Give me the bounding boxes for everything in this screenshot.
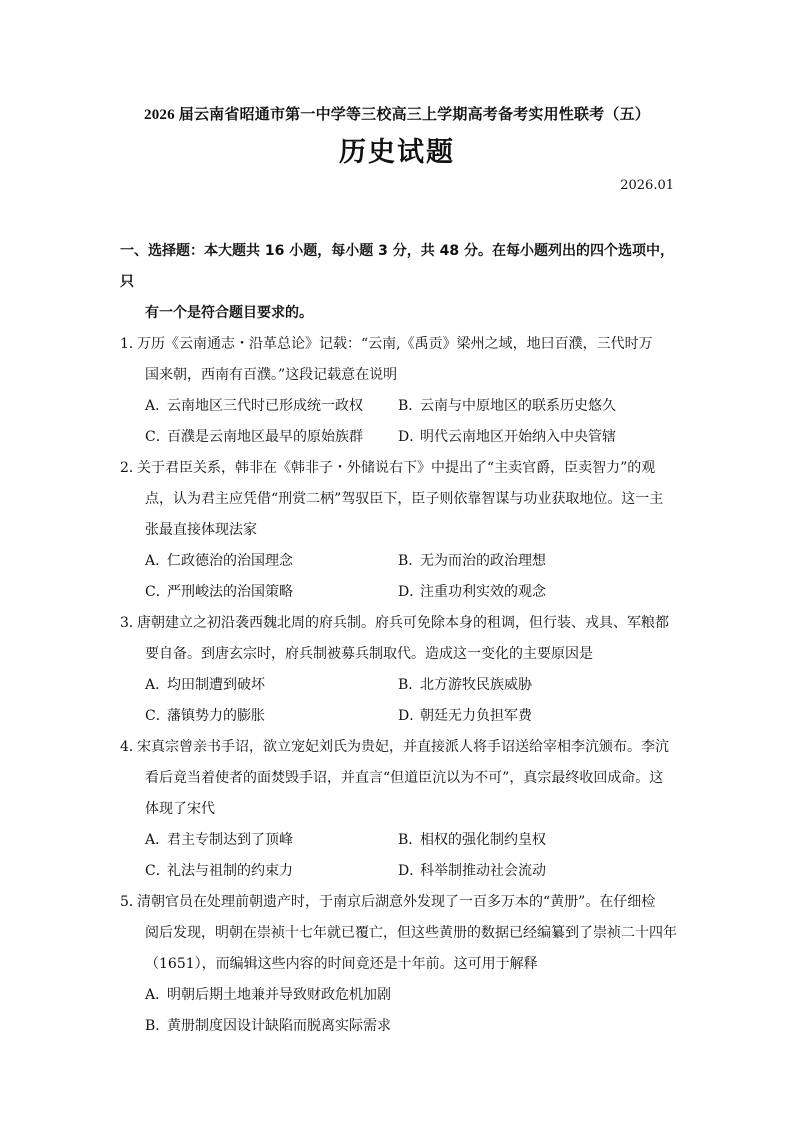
question-4 (120, 732, 675, 887)
question-number: 1． (120, 336, 143, 352)
option-list (120, 391, 675, 453)
option-b[interactable]: B．北方游牧民族威胁 (398, 677, 532, 693)
question-stem-line: 国来朝，西南有百濮。”这段记载意在说明 (145, 367, 398, 383)
option-list (120, 980, 675, 1042)
option-list (120, 825, 675, 887)
option-list (120, 670, 675, 732)
exam-content (120, 236, 675, 1042)
option-b[interactable]: B．相权的强化制约皇权 (398, 832, 546, 848)
question-number: 4． (120, 739, 143, 755)
option-b[interactable]: B．云南与中原地区的联系历史悠久 (398, 398, 616, 414)
section-heading (120, 236, 675, 329)
exam-title: 2026 届云南省昭通市第一中学等三校高三上学期高考备考实用性联考（五） (144, 107, 650, 123)
option-c[interactable]: C．藩镇势力的膨胀 (145, 708, 265, 724)
question-stem-line: 要自备。到唐玄宗时，府兵制被募兵制取代。造成这一变化的主要原因是 (145, 646, 593, 662)
option-a[interactable]: A．君主专制达到了顶峰 (145, 832, 293, 848)
question-stem-line: 清朝官员在处理前朝遗产时，于南京后湖意外发现了一百多万本的“黄册”。在仔细检 (137, 894, 656, 910)
option-a[interactable]: A．明朝后期土地兼并导致财政危机加剧 (145, 987, 391, 1003)
question-1 (120, 329, 675, 453)
option-d[interactable]: D．科举制推动社会流动 (398, 863, 546, 879)
question-stem-line: 万历《云南通志・沿革总论》记载：“云南,《禹贡》梁州之域，地曰百濮，三代时万 (137, 336, 653, 352)
option-list (120, 546, 675, 608)
option-a[interactable]: A．均田制遭到破坏 (145, 677, 265, 693)
question-stem-line: 张最直接体现法家 (145, 522, 257, 538)
question-stem-line: 看后竟当着使者的面焚毁手诏，并直言“但道臣沆以为不可”，真宗最终收回成命。这 (145, 770, 664, 786)
page-title: 历史试题 (339, 137, 455, 168)
option-d[interactable]: D．朝廷无力负担军费 (398, 708, 532, 724)
question-5 (120, 887, 675, 1042)
option-b[interactable]: B．无为而治的政治理想 (398, 553, 546, 569)
option-c[interactable]: C．严刑峻法的治国策略 (145, 584, 293, 600)
option-d[interactable]: D．明代云南地区开始纳入中央管辖 (398, 429, 616, 445)
question-stem-line: 阅后发现，明朝在崇祯十七年就已覆亡，但这些黄册的数据已经编纂到了崇祯二十四年 (145, 925, 677, 941)
section-heading-line-2: 有一个是符合题目要求的。 (145, 305, 313, 321)
question-3 (120, 608, 675, 732)
question-number: 2． (120, 460, 143, 476)
question-2 (120, 453, 675, 608)
exam-date: 2026.01 (620, 178, 674, 193)
option-a[interactable]: A．仁政德治的治国理念 (145, 553, 293, 569)
question-stem-line: 关于君臣关系，韩非在《韩非子・外储说右下》中提出了“主卖官爵，臣卖智力”的观 (137, 460, 656, 476)
question-stem-line: 宋真宗曾亲书手诏，欲立宠妃刘氏为贵妃，并直接派人将手诏送给宰相李沆颁布。李沆 (137, 739, 669, 755)
option-a[interactable]: A．云南地区三代时已形成统一政权 (145, 398, 363, 414)
question-stem-line: 唐朝建立之初沿袭西魏北周的府兵制。府兵可免除本身的租调，但行装、戎具、军粮都 (137, 615, 669, 631)
option-c[interactable]: C．百濮是云南地区最早的原始族群 (145, 429, 363, 445)
question-number: 3． (120, 615, 143, 631)
question-stem-line: 点，认为君主应凭借“刑赏二柄”驾驭臣下，臣子则依靠智谋与功业获取地位。这一主 (145, 491, 664, 507)
option-c[interactable]: C．礼法与祖制的约束力 (145, 863, 293, 879)
question-number: 5． (120, 894, 143, 910)
section-heading-line-1: 一、选择题：本大题共 16 小题，每小题 3 分，共 48 分。在每小题列出的四个选项中，只 (120, 243, 674, 290)
question-stem-line: （1651），而编辑这些内容的时间竟还是十年前。这可用于解释 (145, 956, 538, 972)
question-stem-line: 体现了宋代 (145, 801, 215, 817)
option-d[interactable]: D．注重功利实效的观念 (398, 584, 546, 600)
option-b[interactable]: B．黄册制度因设计缺陷而脱离实际需求 (145, 1018, 391, 1034)
